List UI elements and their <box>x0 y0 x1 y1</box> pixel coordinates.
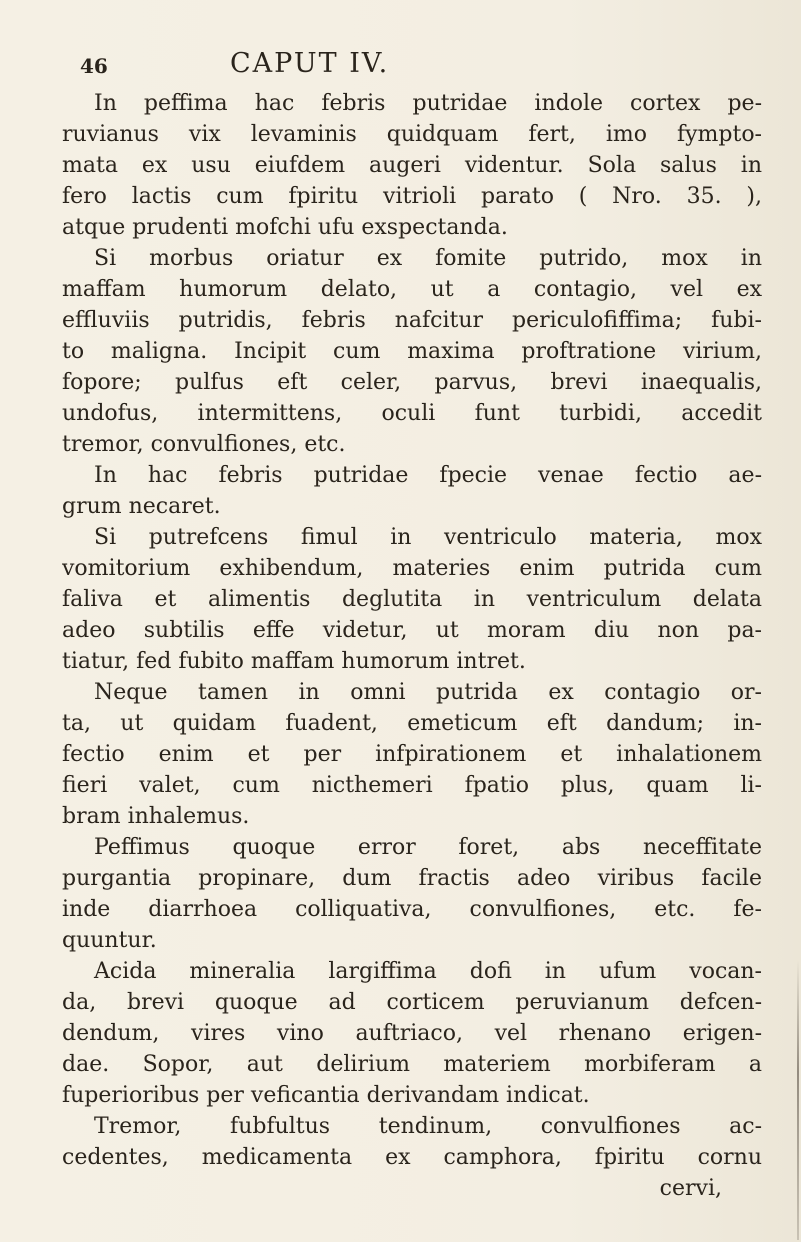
text-line: ta, ut quidam fuadent, emeticum eft dandum; in- <box>62 711 762 736</box>
text-line: fuperioribus per veficantia derivandam indicat. <box>62 1083 590 1108</box>
text-line: fieri valet, cum nicthemeri fpatio plus, quam li- <box>62 773 762 798</box>
page-number: 46 <box>80 54 108 78</box>
text-line: fectio enim et per infpirationem et inhalationem <box>62 742 762 767</box>
text-line: purgantia propinare, dum fractis adeo viribus facile <box>62 866 762 891</box>
text-line: da, brevi quoque ad corticem peruvianum defcen- <box>62 990 762 1015</box>
text-line: quuntur. <box>62 928 157 953</box>
text-line: to maligna. Incipit cum maxima proftratione virium, <box>62 339 762 364</box>
text-line: Neque tamen in omni putrida ex contagio or- <box>94 680 762 705</box>
text-line: In hac febris putridae fpecie venae fectio ae- <box>94 463 762 488</box>
text-line: cedentes, medicamenta ex camphora, fpiritu cornu <box>62 1145 762 1170</box>
text-line: fopore; pulfus eft celer, parvus, brevi inaequalis, <box>62 370 762 395</box>
text-line: cervi, <box>659 1176 722 1201</box>
body-text <box>62 88 762 1204</box>
page-header <box>80 42 780 82</box>
text-line: mata ex usu eiufdem augeri videntur. Sola salus in <box>62 153 762 178</box>
text-line: grum necaret. <box>62 494 221 519</box>
text-line: faliva et alimentis deglutita in ventriculum delata <box>62 587 762 612</box>
text-line: Si morbus oriatur ex fomite putrido, mox in <box>94 246 762 271</box>
page-edge-shadow <box>797 960 799 1240</box>
text-line: ruvianus vix levaminis quidquam fert, imo fympto- <box>62 122 762 147</box>
text-line: adeo subtilis effe videtur, ut moram diu non pa- <box>62 618 762 643</box>
running-title: CAPUT IV. <box>230 48 390 79</box>
text-line: undofus, intermittens, oculi funt turbidi, accedit <box>62 401 762 426</box>
text-line: In peffima hac febris putridae indole cortex pe- <box>94 91 762 116</box>
text-line: Si putrefcens fimul in ventriculo materia, mox <box>94 525 762 550</box>
text-line: bram inhalemus. <box>62 804 250 829</box>
text-line: dendum, vires vino auftriaco, vel rhenano erigen- <box>62 1021 762 1046</box>
text-line: Peffimus quoque error foret, abs neceffitate <box>94 835 762 860</box>
text-line: dae. Sopor, aut delirium materiem morbiferam a <box>62 1052 762 1077</box>
text-line: effluviis putridis, febris nafcitur periculofiffima; fubi- <box>62 308 762 333</box>
text-line: vomitorium exhibendum, materies enim putrida cum <box>62 556 762 581</box>
text-line: tremor, convulfiones, etc. <box>62 432 346 457</box>
text-line: atque prudenti mofchi ufu exspectanda. <box>62 215 508 240</box>
text-line: Acida mineralia largiffima dofi in ufum vocan- <box>94 959 762 984</box>
text-line: maffam humorum delato, ut a contagio, vel ex <box>62 277 762 302</box>
text-line: Tremor, fubfultus tendinum, convulfiones ac- <box>94 1114 762 1139</box>
text-line: tiatur, fed fubito maffam humorum intret. <box>62 649 526 674</box>
text-line: fero lactis cum fpiritu vitrioli parato ( Nro. 35. ), <box>62 184 762 209</box>
text-line: inde diarrhoea colliquativa, convulfiones, etc. fe- <box>62 897 762 922</box>
